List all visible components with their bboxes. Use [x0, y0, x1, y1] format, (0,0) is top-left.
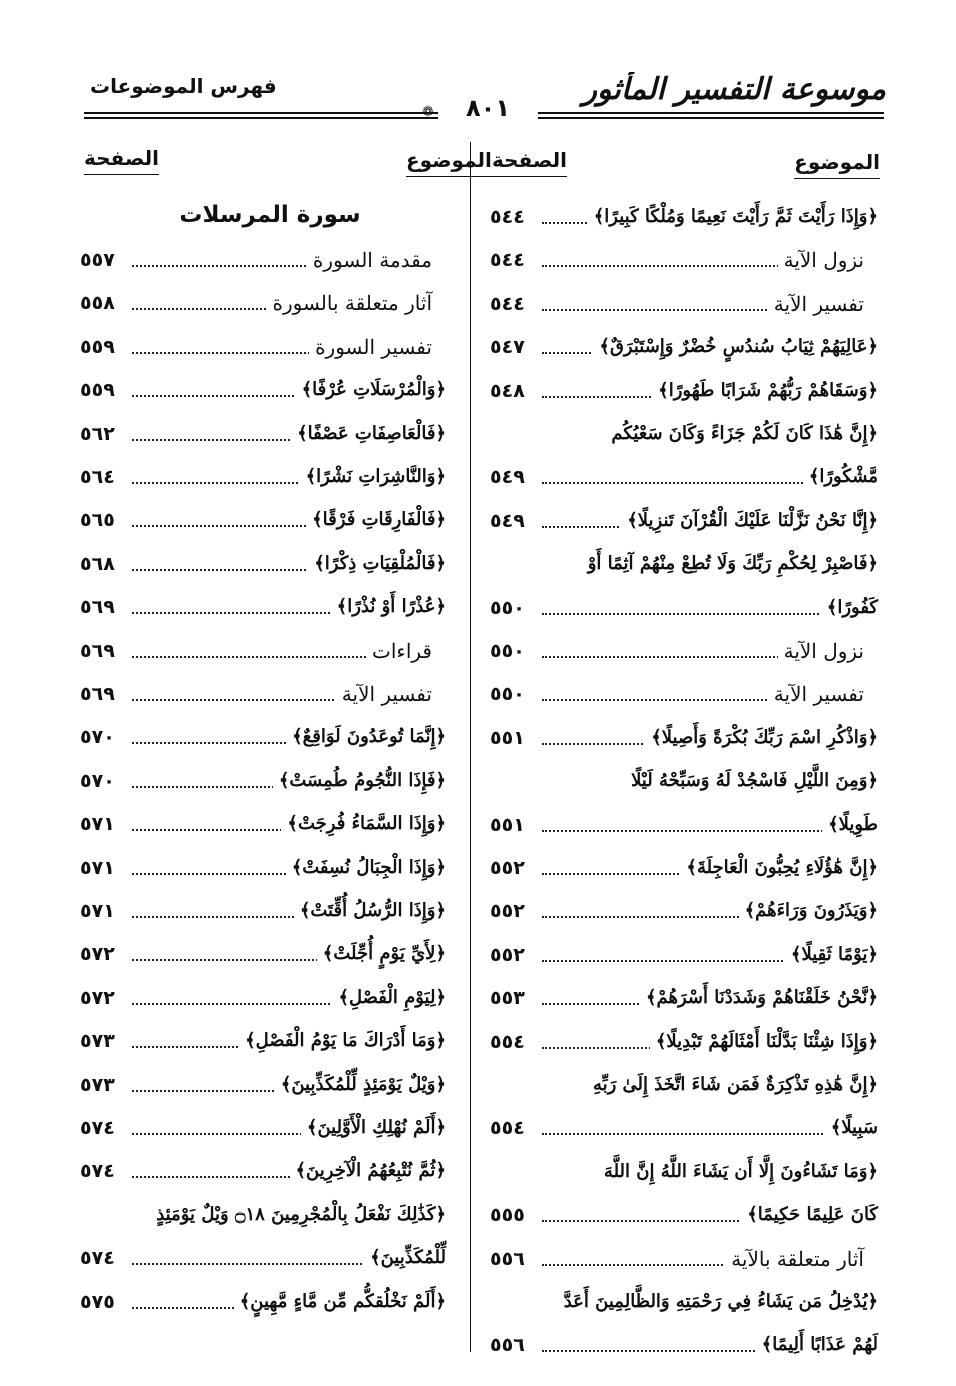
entry-page-number: ٥٧٤ [80, 1160, 115, 1183]
quran-verse: ﴿وَالْمُرْسَلَاتِ عُرْفًا﴾ [296, 373, 446, 407]
entry-page-number: ٥٧٥ [80, 1290, 115, 1313]
entry-page-number: ٥٧١ [80, 813, 115, 836]
quran-verse: ﴿وَإِذَا الرُّسُلُ أُقِّتَتْ﴾ [294, 894, 446, 928]
index-entry [80, 1241, 446, 1275]
quran-verse: ﴿أَلَمْ نَخْلُقكُّم مِّن مَّاءٍ مَّهِينٍ﴾ [234, 1285, 446, 1319]
index-entry [490, 1025, 878, 1059]
entry-page-number: ٥٥٢ [490, 943, 525, 966]
index-entry [80, 894, 446, 928]
entry-page-number: ٥٥٠ [490, 596, 525, 619]
entry-title: تفسير الآية [768, 677, 878, 711]
index-entry [80, 720, 446, 754]
entry-page-number: ٥٧٤ [80, 1247, 115, 1270]
index-entry [490, 460, 878, 494]
entry-page-number: ٥٧١ [80, 900, 115, 922]
quran-verse: ﴿أَلَمْ نُهْلِكِ الْأَوَّلِينَ﴾ [301, 1111, 446, 1145]
index-entry [490, 981, 878, 1015]
quran-verse: ﴿وَيْلٌ يَوْمَئِذٍ لِّلْمُكَذِّبِينَ﴾ [275, 1068, 446, 1102]
entry-page-number: ٥٦٢ [80, 422, 115, 445]
entry-page-number: ٥٤٤ [490, 292, 525, 315]
index-entry [80, 851, 446, 885]
index-entry [490, 938, 878, 972]
quran-verse: ﴿عَالِيَهُمْ ثِيَابُ سُندُسٍ خُضْرٌ وَإِسْتَبْرَقٌ﴾ [593, 330, 878, 364]
entry-page-number: ٥٧٢ [80, 986, 115, 1009]
entry-page-number: ٥٥٤ [490, 1117, 525, 1140]
index-entry [490, 417, 878, 451]
entry-page-number: ٥٦٤ [80, 466, 115, 488]
entry-page-number: ٥٧٣ [80, 1073, 115, 1096]
quran-verse: ﴿فَالْمُلْقِيَاتِ ذِكْرًا﴾ [308, 547, 446, 581]
index-entry [80, 503, 446, 537]
book-title: موسوعة التفسير المأثور [582, 72, 886, 107]
index-entry [80, 243, 446, 277]
entry-page-number: ٥٦٩ [80, 596, 115, 619]
index-entry [80, 634, 446, 668]
index-entry [490, 1111, 878, 1145]
entry-page-number: ٥٤٨ [490, 379, 525, 402]
entry-page-number: ٥٧٤ [80, 1117, 115, 1139]
index-entry [490, 808, 878, 842]
quran-verse: لَهُمْ عَذَابًا أَلِيمًا﴾ [756, 1328, 878, 1362]
index-entry [80, 1111, 446, 1145]
entry-page-number: ٥٤٤ [490, 206, 525, 228]
quran-verse: ﴿عُذْرًا أَوْ نُذْرًا﴾ [331, 590, 446, 624]
entry-title: تفسير الآية [336, 677, 446, 711]
quran-verse: ﴿إِنَّ هَٰذِهِ تَذْكِرَةٌ فَمَن شَاءَ اتَّخَذَ إِلَىٰ رَبِّهِ [587, 1068, 878, 1102]
index-entry [490, 591, 878, 625]
index-entry [490, 374, 878, 408]
entry-page-number: ٥٥٩ [80, 335, 115, 358]
quran-verse: ﴿وَالنَّاشِرَاتِ نَشْرًا﴾ [300, 460, 446, 494]
index-entry [490, 851, 878, 885]
entry-title: تفسير السورة [309, 330, 446, 364]
quran-verse: ﴿لِأَيِّ يَوْمٍ أُجِّلَتْ﴾ [317, 937, 446, 971]
quran-verse: ﴿وَمِنَ اللَّيْلِ فَاسْجُدْ لَهُ وَسَبِّحْهُ لَيْلًا [625, 764, 878, 798]
index-entry [80, 1024, 446, 1058]
entry-page-number: ٥٦٩ [80, 639, 115, 662]
entry-title: آثار متعلقة بالآية [725, 1242, 878, 1276]
quran-verse: ﴿فَاصْبِرْ لِحُكْمِ رَبِّكَ وَلَا تُطِعْ مِنْهُمْ آثِمًا أَوْ [582, 547, 878, 581]
right-page-heading: الصفحة [492, 148, 567, 177]
index-entry [80, 373, 446, 407]
quran-verse: ﴿يَوْمًا ثَقِيلًا﴾ [785, 938, 878, 972]
entry-page-number: ٥٥٤ [490, 1030, 525, 1053]
entry-page-number: ٥٤٩ [490, 466, 525, 489]
entry-page-number: ٥٥٩ [80, 379, 115, 402]
entry-page-number: ٥٥٦ [490, 1334, 525, 1357]
quran-verse: ﴿وَإِذَا الْجِبَالُ نُسِفَتْ﴾ [286, 851, 446, 885]
entry-title: نزول الآية [778, 634, 878, 668]
index-entry [80, 417, 446, 451]
quran-verse: ﴿لِيَوْمِ الْفَصْلِ﴾ [332, 981, 446, 1015]
entry-page-number: ٥٥٢ [490, 857, 525, 879]
quran-verse: ﴿فَالْفَارِقَاتِ فَرْقًا﴾ [306, 503, 446, 537]
entry-title: آثار متعلقة بالسورة [266, 286, 446, 320]
entry-page-number: ٥٦٨ [80, 552, 115, 575]
quran-verse: ﴿يُدْخِلُ مَن يَشَاءُ فِي رَحْمَتِهِ وَالظَّالِمِينَ أَعَدَّ [558, 1285, 878, 1319]
entry-title: نزول الآية [778, 243, 878, 277]
quran-verse: ﴿إِنَّ هَٰؤُلَاءِ يُحِبُّونَ الْعَاجِلَةَ﴾ [680, 851, 878, 885]
entry-page-number: ٥٥١ [490, 726, 525, 749]
index-entry [490, 330, 878, 364]
quran-verse: ﴿وَإِذَا رَأَيْتَ ثَمَّ رَأَيْتَ نَعِيمًا وَمُلْكًا كَبِيرًا﴾ [588, 200, 878, 234]
index-entry [490, 547, 878, 581]
index-entry [80, 677, 446, 711]
entry-page-number: ٥٤٩ [490, 509, 525, 532]
column-divider [470, 142, 471, 1352]
index-entry [80, 590, 446, 624]
index-entry [490, 894, 878, 928]
entry-page-number: ٥٥١ [490, 813, 525, 836]
quran-verse: كَفُورًا﴾ [821, 591, 878, 625]
entry-page-number: ٥٥٠ [490, 683, 525, 706]
page-number: ٨٠١ [438, 94, 538, 122]
index-entry [490, 200, 878, 234]
entry-page-number: ٥٧٠ [80, 769, 115, 792]
index-entry [80, 764, 446, 798]
entry-page-number: ٥٧٠ [80, 726, 115, 749]
surah-title: سورة المرسلات [179, 202, 361, 228]
entry-page-number: ٥٧١ [80, 856, 115, 879]
index-entry [490, 764, 878, 798]
entry-title: مقدمة السورة [307, 243, 446, 277]
quran-verse: ﴿فَالْعَاصِفَاتِ عَصْفًا﴾ [291, 417, 446, 451]
quran-verse: مَّشْكُورًا﴾ [803, 460, 878, 494]
index-entry [80, 1068, 446, 1102]
quran-verse: ﴿وَيَذَرُونَ وَرَاءَهُمْ﴾ [739, 894, 878, 928]
quran-verse: ﴿إِنَّا نَحْنُ نَزَّلْنَا عَلَيْكَ الْقُرْآنَ تَنزِيلًا﴾ [621, 504, 878, 538]
entry-page-number: ٥٥٨ [80, 292, 115, 315]
index-entry [80, 286, 446, 320]
quran-verse: طَوِيلًا﴾ [822, 808, 878, 842]
quran-verse: كَانَ عَلِيمًا حَكِيمًا﴾ [741, 1198, 878, 1232]
entry-page-number: ٥٥٦ [490, 1247, 525, 1270]
entry-page-number: ٥٦٩ [80, 683, 115, 705]
quran-verse: ﴿وَمَا أَدْرَاكَ مَا يَوْمُ الْفَصْلِ﴾ [239, 1024, 446, 1058]
entry-page-number: ٥٥٠ [490, 640, 525, 662]
quran-verse: ﴿وَإِذَا السَّمَاءُ فُرِجَتْ﴾ [281, 807, 446, 841]
index-entry [490, 1328, 878, 1362]
entry-page-number: ٥٥٥ [490, 1204, 525, 1227]
entry-page-number: ٥٦٥ [80, 509, 115, 532]
entry-page-number: ٥٥٧ [80, 249, 115, 271]
quran-verse: ﴿نَّحْنُ خَلَقْنَاهُمْ وَشَدَدْنَا أَسْرَهُمْ﴾ [640, 981, 878, 1015]
quran-verse: لِّلْمُكَذِّبِينَ﴾ [364, 1241, 446, 1275]
quran-verse: ﴿وَاذْكُرِ اسْمَ رَبِّكَ بُكْرَةً وَأَصِيلًا﴾ [645, 721, 878, 755]
entry-page-number: ٥٤٤ [490, 249, 525, 272]
quran-verse: ﴿وَإِذَا شِئْنَا بَدَّلْنَا أَمْثَالَهُمْ تَبْدِيلًا﴾ [650, 1025, 878, 1059]
index-entry [490, 634, 878, 668]
index-entry [80, 807, 446, 841]
left-page-heading: الصفحة [84, 146, 159, 175]
index-entry [80, 1154, 446, 1188]
index-entry [80, 1198, 446, 1232]
quran-verse: ﴿إِنَّمَا تُوعَدُونَ لَوَاقِعٌ﴾ [286, 720, 446, 754]
index-entry [490, 1198, 878, 1232]
section-title: فهرس الموضوعات [90, 74, 277, 98]
quran-verse: ﴿كَذَٰلِكَ نَفْعَلُ بِالْمُجْرِمِينَ ۝١٨ وَيْلٌ يَوْمَئِذٍ [150, 1198, 446, 1232]
entry-page-number: ٥٧٣ [80, 1030, 115, 1053]
quran-verse: ﴿إِنَّ هَٰذَا كَانَ لَكُمْ جَزَاءً وَكَانَ سَعْيُكُم [605, 417, 878, 451]
entry-title: قراءات [366, 634, 446, 668]
right-topic-heading: الموضوع [794, 150, 880, 179]
index-entry [490, 1242, 878, 1276]
entry-page-number: ٥٥٢ [490, 900, 525, 923]
entry-page-number: ٥٧٢ [80, 943, 115, 966]
index-entry [80, 937, 446, 971]
entry-title: تفسير الآية [768, 287, 878, 321]
quran-verse: ﴿فَإِذَا النُّجُومُ طُمِسَتْ﴾ [273, 764, 446, 798]
index-entry [80, 547, 446, 581]
index-entry [490, 721, 878, 755]
index-entry [490, 1285, 878, 1319]
index-entry [490, 1155, 878, 1189]
index-entry [490, 287, 878, 321]
left-topic-heading: الموضوع [406, 148, 492, 177]
index-entry [80, 330, 446, 364]
index-entry [490, 243, 878, 277]
index-entry [490, 1068, 878, 1102]
quran-verse: ﴿وَمَا تَشَاءُونَ إِلَّا أَن يَشَاءَ اللَّهُ إِنَّ اللَّهَ [598, 1155, 878, 1189]
ornament-left-icon: ❁ [422, 104, 434, 120]
index-entry [80, 1285, 446, 1319]
index-entry [80, 981, 446, 1015]
quran-verse: سَبِيلًا﴾ [825, 1111, 878, 1145]
index-entry [80, 460, 446, 494]
entry-page-number: ٥٤٧ [490, 336, 525, 359]
entry-page-number: ٥٥٣ [490, 987, 525, 1010]
index-entry [490, 677, 878, 711]
quran-verse: ﴿ثُمَّ نُتْبِعُهُمُ الْآخِرِينَ﴾ [290, 1154, 447, 1188]
index-entry [490, 504, 878, 538]
quran-verse: ﴿وَسَقَاهُمْ رَبُّهُمْ شَرَابًا طَهُورًا﴾ [652, 374, 878, 408]
